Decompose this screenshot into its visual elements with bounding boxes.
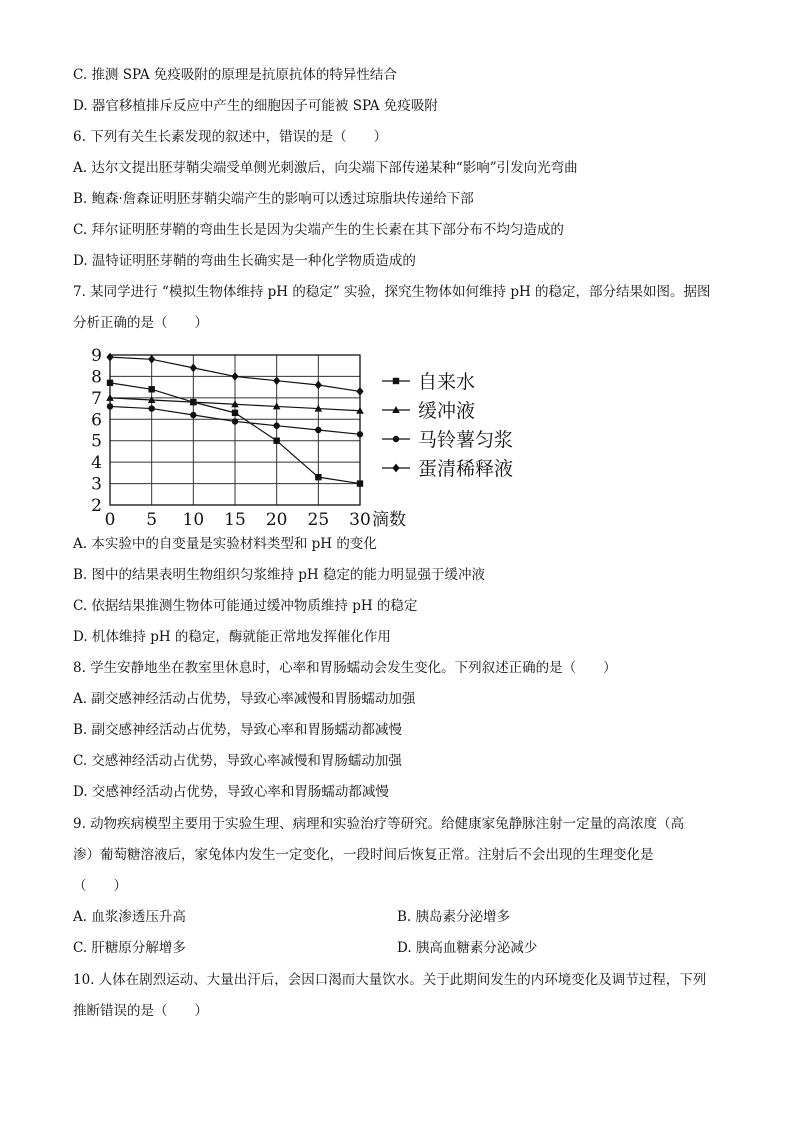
x-tick-label-5: 5 [146, 510, 158, 530]
data-point-s2-0 [107, 403, 113, 409]
q8-option-c: C. 交感神经活动占优势，导致心率减慢和胃肠蠕动加强 [73, 753, 402, 769]
q7-option-c: C. 依据结果推测生物体可能通过缓冲物质维持 pH 的稳定 [73, 598, 418, 614]
legend-marker-3 [392, 464, 399, 473]
data-point-s3-6 [356, 387, 363, 396]
q9-option-d: D. 胰高血糖素分泌减少 [397, 940, 538, 956]
legend-marker-0 [393, 378, 399, 384]
data-point-s3-3 [231, 372, 238, 381]
x-tick-label-30: 30 [349, 510, 371, 530]
legend-label-1: 缓冲液 [418, 400, 476, 422]
y-tick-label-7: 7 [91, 388, 102, 409]
q9-stem-line2: 渗）葡萄糖溶液后，家兔体内发生一定变化，一段时间后恢复正常。注射后不会出现的生理变化是 [73, 847, 654, 863]
x-tick-label-10: 10 [182, 510, 205, 530]
q7-option-d: D. 机体维持 pH 的稳定，酶就能正常地发挥催化作用 [73, 629, 391, 645]
q8-option-a: A. 副交感神经活动占优势，导致心率减慢和胃肠蠕动加强 [73, 691, 416, 707]
q6-option-b: B. 鲍森·詹森证明胚芽鞘尖端产生的影响可以透过琼脂块传递给下部 [73, 191, 474, 207]
legend-label-3: 蛋清稀释液 [418, 458, 514, 480]
q8-stem: 8. 学生安静地坐在教室里休息时，心率和胃肠蠕动会发生变化。下列叙述正确的是（ ） [73, 660, 617, 676]
y-tick-label-3: 3 [91, 474, 102, 495]
data-point-s0-6 [357, 480, 363, 486]
q9-stem-line1: 9. 动物疾病模型主要用于实验生理、病理和实验治疗等研究。给健康家兔静脉注射一定量的高浓度（高 [73, 816, 685, 832]
y-tick-label-6: 6 [91, 410, 102, 431]
data-point-s0-4 [273, 438, 279, 444]
data-point-s0-1 [148, 386, 154, 392]
legend-label-0: 自来水 [418, 371, 476, 393]
q7-option-b: B. 图中的结果表明生物组织匀浆维持 pH 稳定的能力明显强于缓冲液 [73, 567, 485, 583]
q8-option-d: D. 交感神经活动占优势，导致心率和胃肠蠕动都减慢 [73, 784, 389, 800]
q9-option-b: B. 胰岛素分泌增多 [397, 909, 511, 925]
ph-line-chart [70, 340, 540, 530]
x-tick-label-25: 25 [307, 510, 330, 530]
q6-option-d: D. 温特证明胚芽鞘的弯曲生长确实是一种化学物质造成的 [73, 253, 416, 269]
data-point-s2-6 [357, 431, 363, 437]
q10-stem-line1: 10. 人体在剧烈运动、大量出汗后，会因口渴而大量饮水。关于此期间发生的内环境变化及调节过程，下列 [73, 972, 707, 988]
y-tick-label-2: 2 [91, 496, 102, 516]
y-tick-label-9: 9 [91, 346, 102, 366]
q6-stem: 6. 下列有关生长素发现的叙述中，错误的是（ ） [73, 129, 388, 145]
data-point-s3-0 [106, 353, 113, 362]
data-point-s2-4 [273, 423, 279, 429]
data-point-s2-2 [190, 412, 196, 418]
x-tick-label-15: 15 [224, 510, 246, 530]
x-tick-label-20: 20 [265, 510, 288, 530]
q7-stem-line2: 分析正确的是（ ） [73, 315, 208, 331]
data-point-s3-2 [190, 363, 197, 372]
data-point-s3-5 [315, 381, 322, 390]
q6-option-a: A. 达尔文提出胚芽鞘尖端受单侧光刺激后，向尖端下部传递某种“影响”引发向光弯曲 [73, 160, 578, 176]
chart-axes [91, 346, 406, 530]
q9-option-a: A. 血浆渗透压升高 [73, 909, 186, 925]
y-tick-label-5: 5 [91, 431, 102, 452]
q9-option-c: C. 肝糖原分解增多 [73, 940, 186, 956]
y-tick-label-4: 4 [91, 453, 102, 474]
x-tick-label-0: 0 [104, 510, 116, 530]
x-axis-label: 滴数 [372, 510, 406, 530]
q8-option-b: B. 副交感神经活动占优势，导致心率和胃肠蠕动都减慢 [73, 722, 403, 738]
data-point-s3-4 [273, 376, 280, 385]
data-point-s2-1 [148, 405, 154, 411]
data-point-s2-3 [232, 418, 238, 424]
q5-option-c: C. 推测 SPA 免疫吸附的原理是抗原抗体的特异性结合 [73, 67, 397, 83]
q5-option-d: D. 器官移植排斥反应中产生的细胞因子可能被 SPA 免疫吸附 [73, 98, 438, 114]
data-point-s0-0 [107, 380, 113, 386]
data-point-s0-3 [232, 410, 238, 416]
data-point-s0-5 [315, 474, 321, 480]
q6-option-c: C. 拜尔证明胚芽鞘的弯曲生长是因为尖端产生的生长素在其下部分布不均匀造成的 [73, 222, 564, 238]
data-point-s2-5 [315, 427, 321, 433]
legend-marker-2 [393, 436, 399, 442]
q9-stem-line3: （ ） [73, 878, 127, 894]
q10-stem-line2: 推断错误的是（ ） [73, 1003, 208, 1019]
chart-legend [382, 371, 513, 480]
legend-label-2: 马铃薯匀浆 [418, 429, 514, 451]
data-point-s3-1 [148, 355, 155, 364]
q7-option-a: A. 本实验中的自变量是实验材料类型和 pH 的变化 [73, 536, 377, 552]
q7-stem-line1: 7. 某同学进行 “模拟生物体维持 pH 的稳定” 实验，探究生物体如何维持 pH 的稳定，部分结果如图。据图 [73, 284, 711, 300]
y-tick-label-8: 8 [91, 367, 102, 388]
